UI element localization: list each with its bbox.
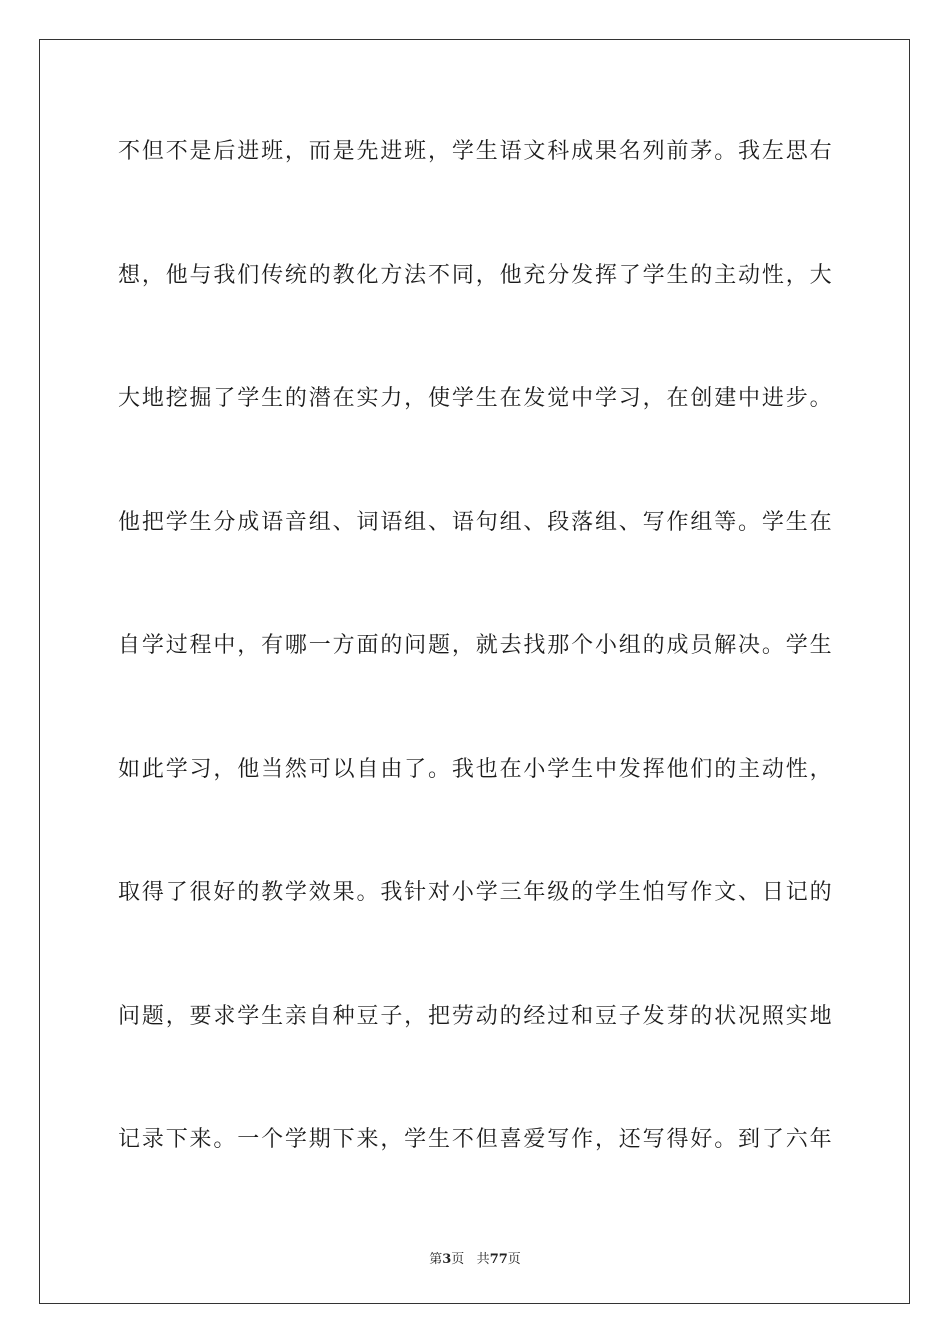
text-line: 大地挖掘了学生的潜在实力，使学生在发觉中学习，在创建中进步。 — [118, 386, 833, 411]
text-line: 取得了很好的教学效果。我针对小学三年级的学生怕写作文、日记的 — [118, 880, 833, 905]
page-number: 3 — [442, 1252, 452, 1267]
page-prefix: 第 — [429, 1252, 443, 1267]
total-pages: 77 — [489, 1252, 508, 1267]
text-line: 想，他与我们传统的教化方法不同，他充分发挥了学生的主动性，大 — [118, 262, 833, 288]
page-suffix: 页 — [451, 1252, 465, 1267]
text-line: 如此学习，他当然可以自由了。我也在小学生中发挥他们的主动性， — [118, 756, 833, 782]
text-line: 自学过程中，有哪一方面的问题，就去找那个小组的成员解决。学生 — [118, 633, 833, 658]
text-line: 他把学生分成语音组、词语组、语句组、段落组、写作组等。学生在 — [118, 509, 833, 535]
text-line: 不但不是后进班，而是先进班，学生语文科成果名列前茅。我左思右 — [118, 139, 833, 164]
text-line: 记录下来。一个学期下来，学生不但喜爱写作，还写得好。到了六年 — [118, 1127, 833, 1152]
body-text — [118, 126, 833, 1238]
page-footer — [0, 1248, 950, 1267]
total-prefix: 共 — [476, 1252, 490, 1267]
text-line: 问题，要求学生亲自种豆子，把劳动的经过和豆子发芽的状况照实地 — [118, 1003, 833, 1029]
total-suffix: 页 — [507, 1252, 521, 1267]
